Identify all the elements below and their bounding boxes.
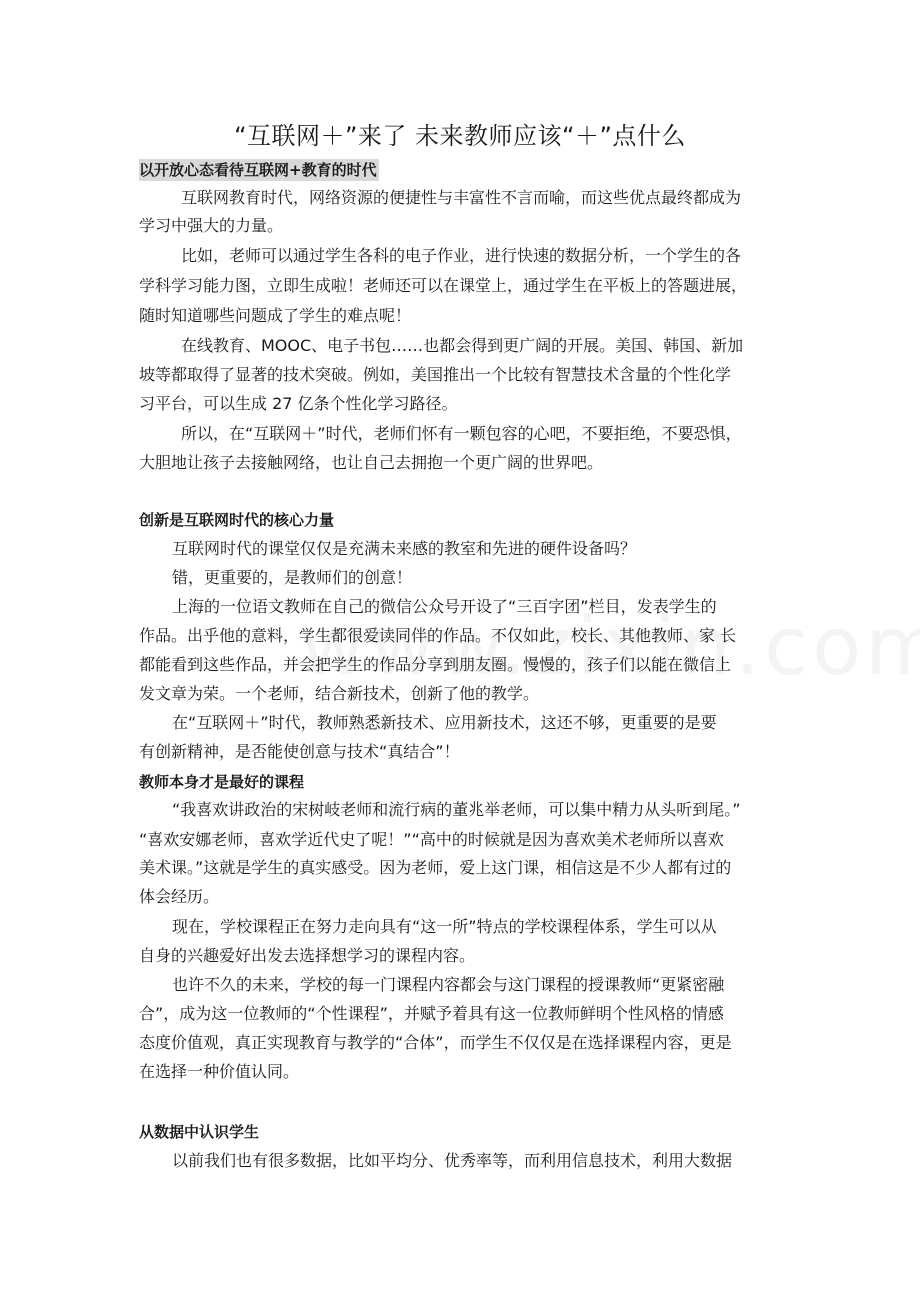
paragraph-line: 现在，学校课程正在努力走向具有“这一所”特点的学校课程体系，学生可以从 <box>172 917 717 936</box>
paragraph-line: 互联网教育时代，网络资源的便捷性与丰富性不言而喻，而这些优点最终都成为 <box>181 188 742 207</box>
document-title: “互联网＋”来了 未来教师应该“＋”点什么 <box>234 122 686 150</box>
paragraph-line: 在“互联网＋”时代，教师熟悉新技术、应用新技术，这还不够，更重要的是要 <box>172 713 717 732</box>
paragraph-line: 在选择一种价值认同。 <box>139 1062 300 1081</box>
paragraph-line: 发文章为荣。一个老师，结合新技术，创新了他的教学。 <box>139 684 540 703</box>
paragraph-line: “我喜欢讲政治的宋树岐老师和流行病的董兆举老师，可以集中精力从头听到尾。” <box>172 800 741 819</box>
paragraph-line: 体会经历。 <box>139 887 220 906</box>
paragraph-line: 态度价值观，真正实现教育与教学的“合体”，而学生不仅仅是在选择课程内容，更是 <box>139 1033 732 1052</box>
paragraph-line: 习平台，可以生成 27 亿条个性化学习路径。 <box>139 394 458 413</box>
section-heading-open-mindset: 以开放心态看待互联网+教育的时代 <box>139 161 377 179</box>
paragraph-line: 也许不久的未来，学校的每一门课程内容都会与这门课程的授课教师“更紧密融 <box>172 975 725 994</box>
paragraph-line: 所以，在“互联网＋”时代，老师们怀有一颗包容的心吧，不要拒绝，不要恐惧， <box>181 424 742 443</box>
section-heading-data: 从数据中认识学生 <box>139 1123 260 1141</box>
paragraph-line: 有创新精神，是否能使创意与技术“真结合”！ <box>139 742 460 761</box>
paragraph-line: “喜欢安娜老师，喜欢学近代史了呢！”“高中的时候就是因为喜欢美术老师所以喜欢 <box>139 830 724 849</box>
paragraph-line: 错，更重要的，是教师们的创意！ <box>172 568 413 587</box>
paragraph-line: 都能看到这些作品，并会把学生的作品分享到朋友圈。慢慢的，孩子们以能在微信上 <box>139 655 732 674</box>
paragraph-line: 以前我们也有很多数据，比如平均分、优秀率等，而利用信息技术，利用大数据 <box>172 1151 733 1170</box>
paragraph-line: 自身的兴趣爱好出发去选择想学习的课程内容。 <box>139 946 476 965</box>
paragraph-line: 合”，成为这一位教师的“个性课程”，并赋予着具有这一位教师鲜明个性风格的情感 <box>139 1004 724 1023</box>
paragraph-line: 比如，老师可以通过学生各科的电子作业，进行快速的数据分析，一个学生的各 <box>181 246 742 265</box>
paragraph-line: 作品。出乎他的意料，学生都很爱读同伴的作品。不仅如此，校长、其他教师、家 长 <box>139 626 737 645</box>
paragraph-line: 坡等都取得了显著的技术突破。例如，美国推出一个比较有智慧技术含量的个性化学 <box>139 365 732 384</box>
section-heading-innovation: 创新是互联网时代的核心力量 <box>139 511 335 529</box>
paragraph-line: 在线教育、MOOC、电子书包……也都会得到更广阔的开展。美国、韩国、新加 <box>181 336 744 355</box>
paragraph-line: 美术课。”这就是学生的真实感受。因为老师，爱上这门课，相信这是不少人都有过的 <box>139 858 732 877</box>
paragraph-line: 互联网时代的课堂仅仅是充满未来感的教室和先进的硬件设备吗？ <box>172 539 637 558</box>
section-heading-teacher-course: 教师本身才是最好的课程 <box>139 773 305 791</box>
paragraph-line: 随时知道哪些问题成了学生的难点呢！ <box>139 306 412 325</box>
paragraph-line: 上海的一位语文教师在自己的微信公众号开设了“三百字团”栏目，发表学生的 <box>172 597 717 616</box>
paragraph-line: 学科学习能力图，立即生成啦！老师还可以在课堂上，通过学生在平板上的答题进展， <box>139 276 748 295</box>
paragraph-line: 学习中强大的力量。 <box>139 216 284 235</box>
paragraph-line: 大胆地让孩子去接触网络，也让自己去拥抱一个更广阔的世界吧。 <box>139 453 604 472</box>
